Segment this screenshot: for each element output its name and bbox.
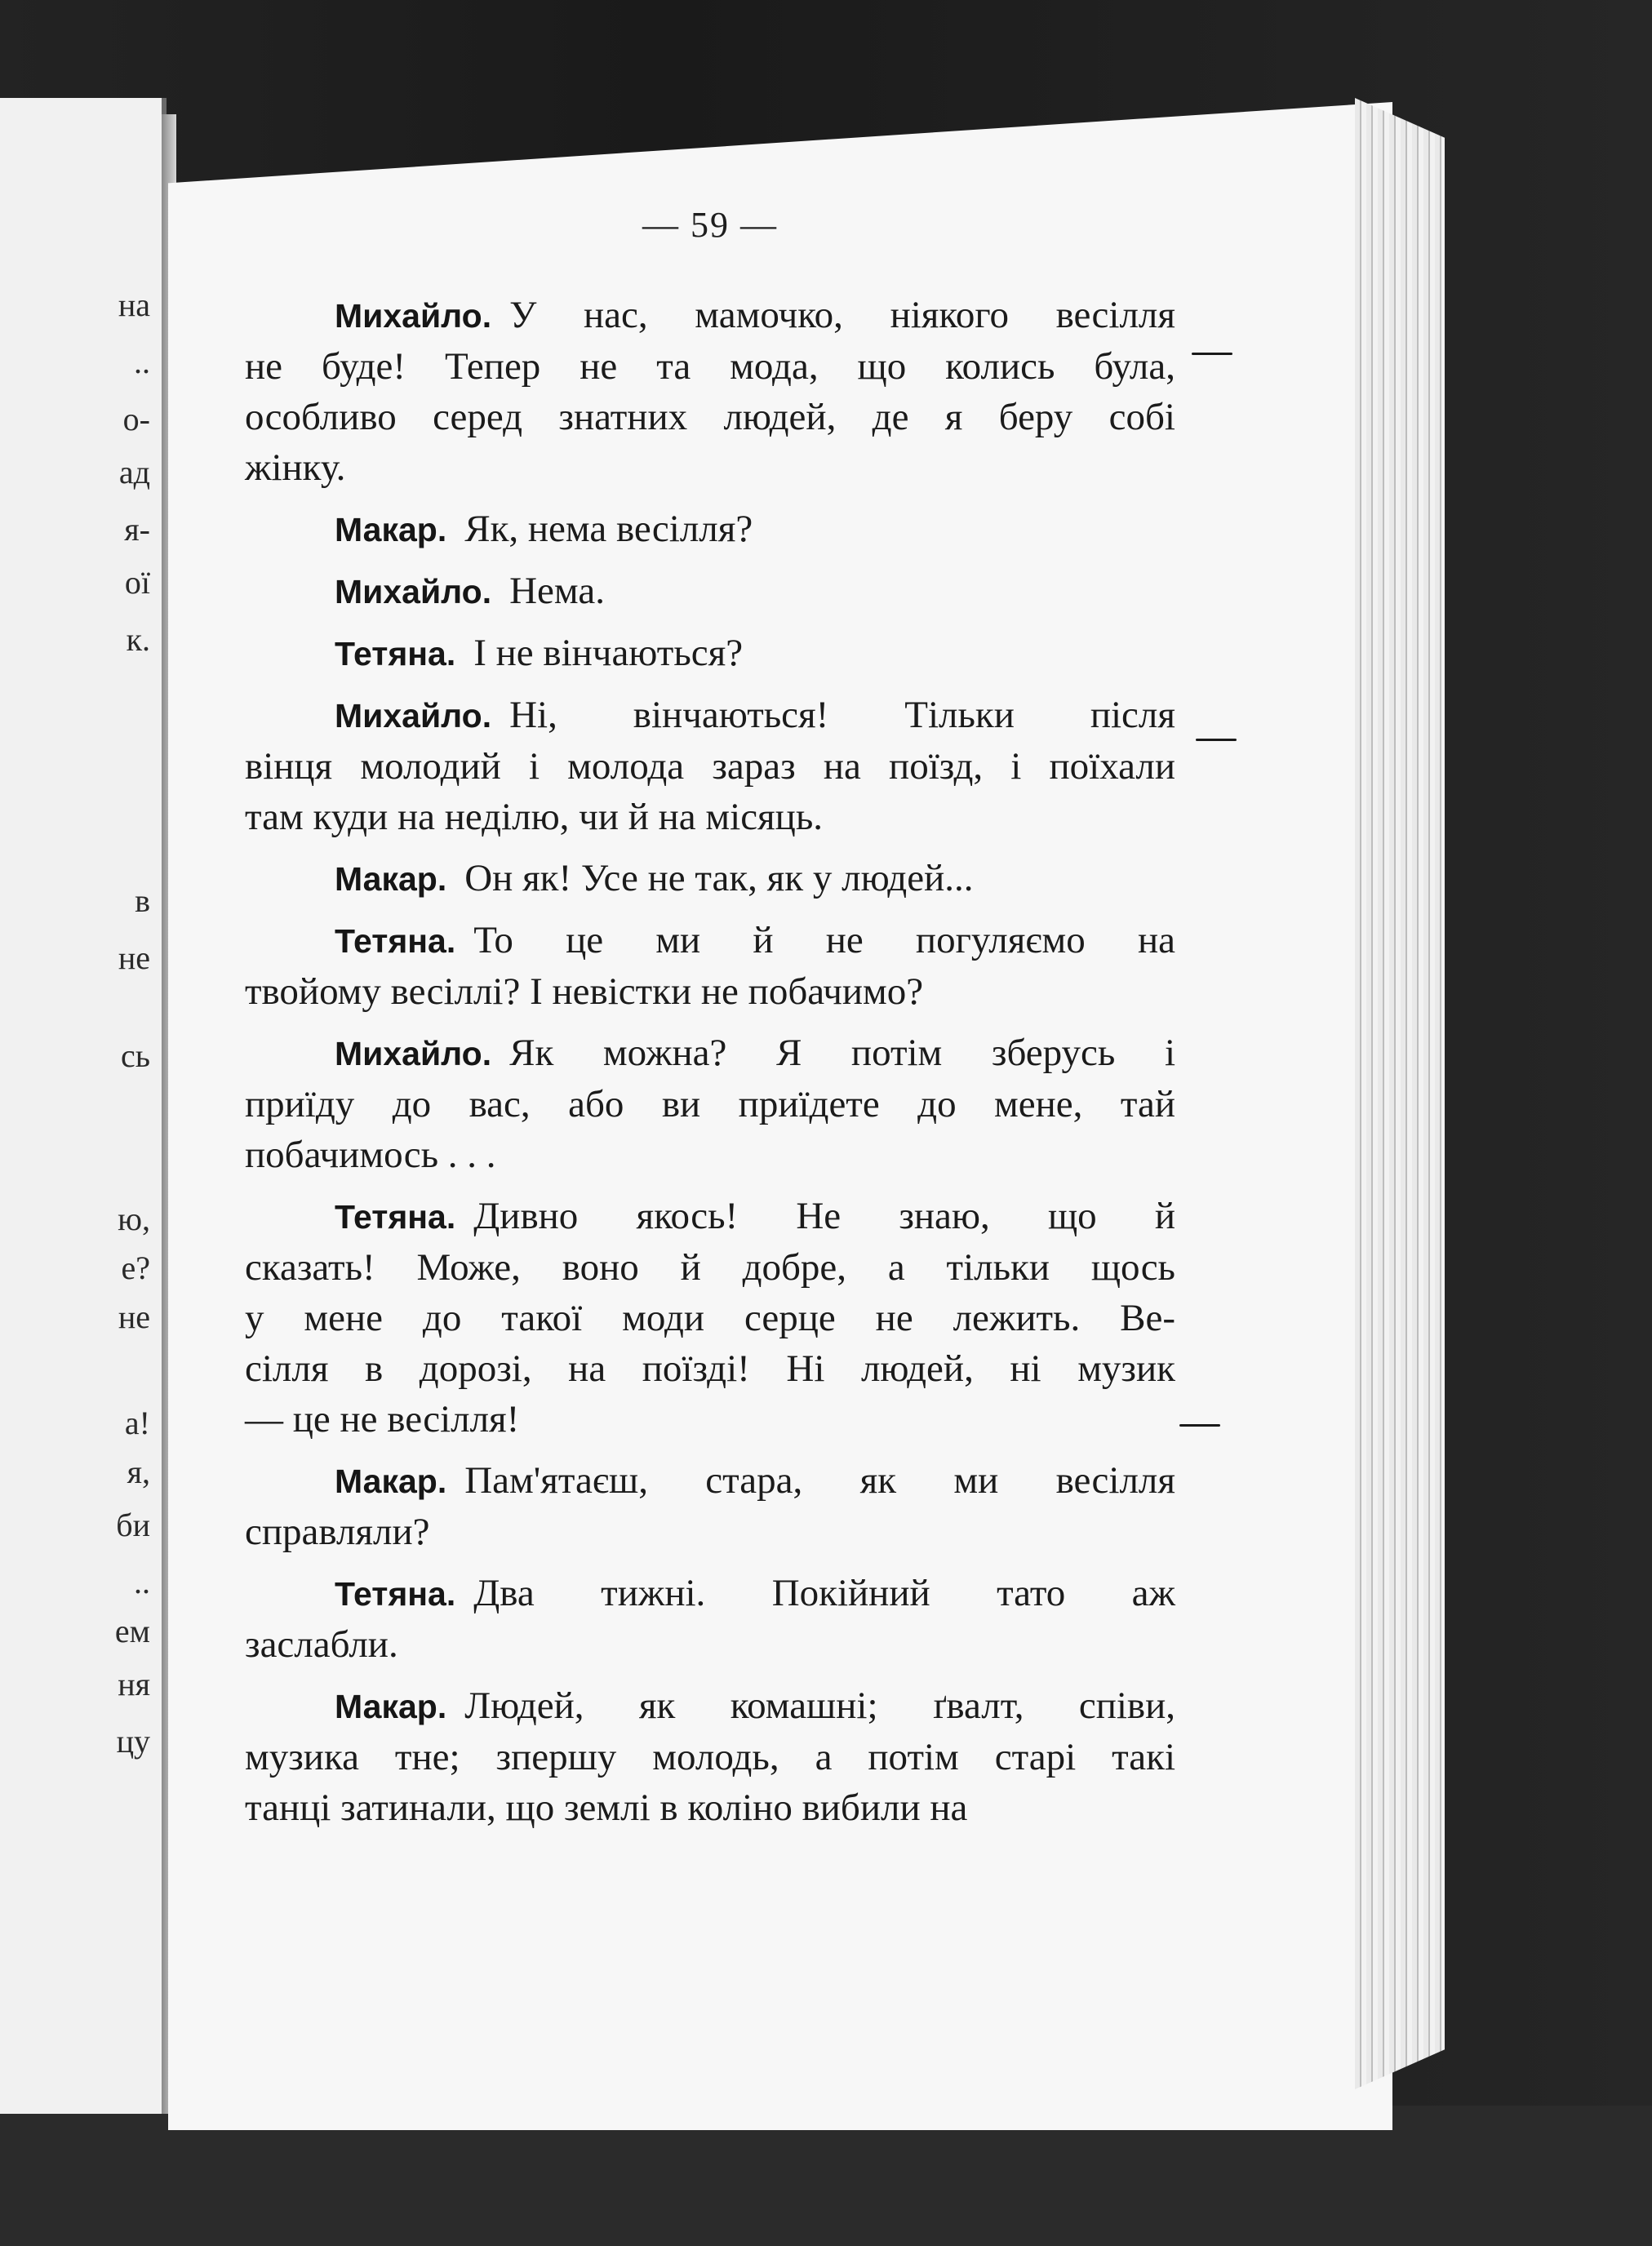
left-page-fragment: ем [114, 1613, 150, 1649]
speaker-name: Михайло. [335, 297, 492, 335]
left-page-fragment: .. [134, 344, 150, 380]
left-page-fragment: ад [118, 454, 150, 490]
page-number: — 59 — [642, 205, 778, 245]
text-line [245, 741, 1175, 792]
speaker-name: Макар. [335, 1463, 447, 1500]
left-page-fragment: на [118, 286, 150, 323]
line-text: Он як! Усе не так, як у людей... [464, 857, 974, 899]
left-page-fragment: би [116, 1507, 150, 1543]
dialogue-paragraph [245, 915, 1175, 1017]
left-page-fragment: не [118, 1298, 150, 1335]
dialogue-paragraph [245, 1191, 1175, 1445]
line-text: Як можна? Я потім зберусь і [509, 1032, 1175, 1074]
text-line [245, 1782, 1175, 1833]
line-text: То це ми й не погуляємо на [473, 919, 1175, 961]
line-text: Пам'ятаєш, стара, як ми весілля [464, 1459, 1175, 1502]
text-line [245, 504, 1175, 555]
page-edges [1355, 98, 1445, 2089]
text-line [245, 1343, 1175, 1394]
left-page-fragment: .. [134, 1564, 150, 1600]
speaker-name: Тетяна. [335, 635, 456, 672]
text-line [245, 628, 1175, 679]
left-page-fragment: ої [124, 564, 150, 601]
text-line [245, 690, 1175, 741]
line-text: Як, нема весілля? [464, 508, 753, 550]
left-page-fragment: сь [121, 1037, 150, 1074]
text-line [245, 966, 1175, 1017]
left-page-fragment: ня [118, 1666, 150, 1702]
left-page-fragment: в [135, 882, 150, 919]
dialogue-paragraph [245, 628, 1175, 679]
margin-mark [1179, 1424, 1220, 1427]
left-page-fragment: ю, [118, 1201, 150, 1237]
line-text: приїду до вас, або ви приїдете до мене, тай [245, 1083, 1175, 1125]
margin-mark [1192, 353, 1232, 355]
text-line [245, 1191, 1175, 1242]
dialogue-paragraph [245, 1680, 1175, 1833]
line-text: Ні, вінчаються! Тільки після [509, 694, 1175, 736]
text-line [245, 1130, 1175, 1180]
dialogue-paragraph [245, 290, 1175, 493]
dialogue-paragraph [245, 1455, 1175, 1557]
text-line [245, 853, 1175, 904]
speaker-name: Михайло. [335, 573, 492, 610]
left-page-fragment: а! [124, 1405, 150, 1441]
line-text: сілля в дорозі, на поїзді! Ні людей, ні музик [245, 1347, 1175, 1390]
left-page-fragment: е? [121, 1250, 150, 1286]
text-line [245, 442, 1175, 493]
left-page-fragment: о- [122, 401, 150, 437]
dialogue-paragraph [245, 1568, 1175, 1670]
line-text: І не вінчаються? [473, 632, 744, 674]
speaker-name: Тетяна. [335, 1198, 456, 1236]
line-text: танці затинали, що землі в коліно вибили на [245, 1787, 968, 1829]
line-text: там куди на неділю, чи й на місяць. [245, 796, 824, 838]
speaker-name: Макар. [335, 511, 447, 548]
speaker-name: Макар. [335, 1688, 447, 1725]
dialogue-paragraph [245, 566, 1175, 617]
dialogue-paragraph [245, 690, 1175, 842]
line-text: сказать! Може, воно й добре, а тільки щось [245, 1246, 1175, 1289]
line-text: твойому весіллі? І невістки не побачимо? [245, 970, 924, 1013]
line-text: жінку. [245, 446, 346, 489]
text-line [245, 1619, 1175, 1670]
line-text: у мене до такої моди серце не лежить. Ве- [245, 1297, 1175, 1339]
left-page-fragment: к. [126, 621, 150, 658]
line-text: заслабли. [245, 1623, 398, 1666]
speaker-name: Тетяна. [335, 922, 456, 960]
line-text: музика тне; зпершу молодь, а потім старі такі [245, 1736, 1175, 1778]
margin-mark [1196, 739, 1237, 741]
text-line [245, 290, 1175, 341]
dialogue-paragraph [245, 504, 1175, 555]
dialogue-text [245, 290, 1175, 1844]
speaker-name: Михайло. [335, 1035, 492, 1072]
line-text: У нас, мамочко, ніякого весілля [509, 294, 1175, 336]
left-page-fragment: я, [127, 1454, 150, 1490]
line-text: побачимось . . . [245, 1134, 496, 1176]
left-page-fragment: не [118, 939, 150, 976]
line-text: Людей, як комашні; ґвалт, співи, [464, 1684, 1175, 1727]
line-text: Дивно якось! Не знаю, що й [473, 1195, 1175, 1237]
speaker-name: Михайло. [335, 697, 492, 735]
text-line [245, 1293, 1175, 1343]
speaker-name: Макар. [335, 860, 447, 898]
text-line [245, 915, 1175, 966]
text-line [245, 1242, 1175, 1293]
text-line [245, 1028, 1175, 1079]
line-text: вінця молодий і молода зараз на поїзд, і поїхали [245, 745, 1175, 788]
text-line [245, 1394, 1175, 1445]
text-line [245, 1455, 1175, 1507]
text-line [245, 1507, 1175, 1557]
dialogue-paragraph [245, 853, 1175, 904]
line-text: Нема. [509, 570, 605, 612]
line-text: особливо серед знатних людей, де я беру собі [245, 396, 1175, 438]
line-text: — це не весілля! [245, 1398, 520, 1440]
speaker-name: Тетяна. [335, 1575, 456, 1613]
text-line [245, 1732, 1175, 1782]
text-line [245, 1079, 1175, 1130]
left-page [0, 98, 167, 2114]
text-line [245, 392, 1175, 442]
dialogue-paragraph [245, 1028, 1175, 1180]
text-line [245, 792, 1175, 842]
left-page-fragment: цу [116, 1723, 150, 1760]
text-line [245, 566, 1175, 617]
text-line [245, 1680, 1175, 1732]
line-text: Два тижні. Покійний тато аж [473, 1572, 1175, 1614]
text-line [245, 1568, 1175, 1619]
left-page-fragment: я- [124, 511, 150, 548]
text-line [245, 341, 1175, 392]
line-text: не буде! Тепер не та мода, що колись була, [245, 345, 1175, 388]
line-text: справляли? [245, 1511, 430, 1553]
